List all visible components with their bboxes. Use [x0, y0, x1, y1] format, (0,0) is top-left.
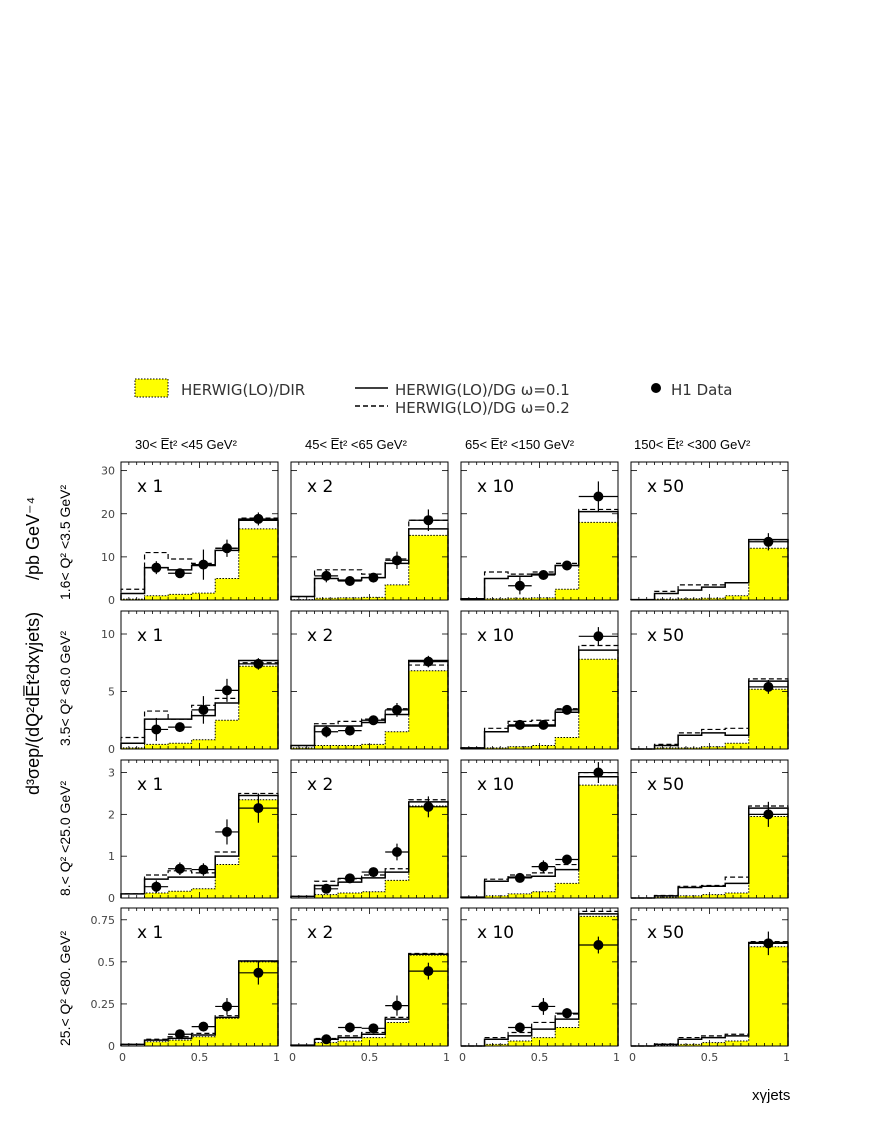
panel-r0-c1	[291, 462, 448, 600]
x-tick-label: 0	[289, 1051, 296, 1064]
data-point	[593, 940, 603, 950]
legend-dir-swatch	[135, 379, 168, 397]
x-tick-label: 0.5	[530, 1051, 549, 1064]
data-point	[345, 873, 355, 883]
x-tick-label: 1	[443, 1051, 450, 1064]
data-point	[253, 803, 263, 813]
dir-fill	[631, 689, 788, 749]
y-tick-label: 0.5	[97, 955, 115, 969]
y-tick-label: 10	[101, 550, 115, 564]
row-labels	[57, 484, 73, 1046]
panel-r3-c2	[459, 908, 620, 1064]
y-axis-title	[23, 497, 43, 795]
x-tick-label: 1	[273, 1051, 280, 1064]
panel-r3-c1	[289, 908, 450, 1064]
data-point	[222, 827, 232, 837]
y-tick-label: 2	[108, 808, 115, 822]
data-point	[368, 573, 378, 583]
data-point	[423, 515, 433, 525]
data-point	[593, 631, 603, 641]
data-point	[763, 682, 773, 692]
x-axis-title: xγjets	[752, 1087, 791, 1104]
x-tick-label: 0	[119, 1051, 126, 1064]
y-tick-label: 0.25	[90, 997, 115, 1011]
data-point	[515, 873, 525, 883]
multiplier-label: x 50	[647, 626, 685, 646]
data-point	[198, 1022, 208, 1032]
multiplier-label: x 10	[477, 477, 515, 497]
y-tick-label: 20	[101, 507, 115, 521]
multiplier-label: x 50	[647, 477, 685, 497]
panel-r1-c0	[101, 611, 278, 756]
panel-r3-c0	[91, 908, 281, 1064]
data-point	[198, 560, 208, 570]
data-point	[345, 1022, 355, 1032]
multiplier-label: x 2	[307, 923, 334, 943]
col-title-0: 30< E̅t² <45 GeV²	[135, 437, 237, 452]
multiplier-label: x 50	[647, 775, 685, 795]
multiplier-label: x 10	[477, 923, 515, 943]
data-point	[175, 568, 185, 578]
panel-r1-c1	[291, 611, 448, 749]
multiplier-label: x 50	[647, 923, 685, 943]
data-point	[562, 561, 572, 571]
data-point	[198, 705, 208, 715]
panel-r3-c3	[629, 908, 790, 1064]
data-point	[253, 514, 263, 524]
data-point	[368, 867, 378, 877]
y-tick-label: 0	[108, 1040, 115, 1053]
panel-r1-c3	[631, 611, 788, 749]
col-title-1: 45< E̅t² <65 GeV²	[305, 437, 407, 452]
row-label-2: 8.< Q² <25.0 GeV²	[57, 780, 73, 896]
col-title-3: 150< E̅t² <300 GeV²	[634, 437, 751, 452]
data-point	[222, 543, 232, 553]
multiplier-label: x 1	[137, 626, 164, 646]
panel-r0-c0	[101, 462, 278, 607]
x-tick-label: 1	[783, 1051, 790, 1064]
dir-fill	[631, 548, 788, 600]
y-tick-label: 10	[101, 628, 115, 641]
data-point	[151, 563, 161, 573]
multiplier-label: x 1	[137, 923, 164, 943]
data-point	[151, 724, 161, 734]
y-tick-label: 0	[108, 892, 115, 905]
multiplier-label: x 1	[137, 477, 164, 497]
data-point	[763, 938, 773, 948]
data-point	[392, 705, 402, 715]
x-tick-label: 0	[629, 1051, 636, 1064]
data-point	[538, 862, 548, 872]
panel-r2-c0	[108, 760, 278, 905]
legend-data-marker	[651, 383, 661, 393]
data-point	[515, 720, 525, 730]
legend-dg02-label: HERWIG(LO)/DG ω=0.2	[395, 399, 570, 417]
row-label-1: 3.5< Q² <8.0 GeV²	[57, 630, 73, 746]
data-point	[222, 1001, 232, 1011]
data-point	[538, 720, 548, 730]
panel-r2-c2	[461, 760, 618, 898]
legend-dir-label: HERWIG(LO)/DIR	[181, 381, 306, 399]
y-tick-label: 5	[108, 685, 115, 699]
data-point	[562, 855, 572, 865]
data-point	[763, 809, 773, 819]
multiplier-label: x 2	[307, 626, 334, 646]
y-tick-label: 0.75	[90, 913, 115, 927]
data-point	[321, 1034, 331, 1044]
multiplier-label: x 2	[307, 477, 334, 497]
data-point	[175, 1029, 185, 1039]
data-point	[423, 802, 433, 812]
data-point	[392, 555, 402, 565]
x-tick-label: 0.5	[360, 1051, 379, 1064]
dir-fill	[291, 806, 448, 898]
x-tick-label: 1	[613, 1051, 620, 1064]
multiplier-label: x 1	[137, 775, 164, 795]
data-point	[593, 492, 603, 502]
col-title-2: 65< E̅t² <150 GeV²	[465, 437, 575, 452]
data-point	[198, 865, 208, 875]
data-point	[222, 685, 232, 695]
data-point	[345, 726, 355, 736]
y-tick-label: 1	[108, 850, 115, 864]
data-point	[562, 1008, 572, 1018]
panel-r2-c1	[291, 760, 448, 898]
data-point	[253, 968, 263, 978]
data-point	[763, 537, 773, 547]
multiplier-label: x 2	[307, 775, 334, 795]
dir-fill	[631, 947, 788, 1046]
data-point	[321, 571, 331, 581]
data-point	[321, 727, 331, 737]
row-label-0: 1.6< Q² <3.5 GeV²	[57, 484, 73, 600]
panel-r1-c2	[461, 611, 618, 749]
data-point	[515, 581, 525, 591]
data-point	[253, 659, 263, 669]
data-point	[538, 1001, 548, 1011]
y-tick-label: 0	[108, 594, 115, 607]
y-tick-label: 0	[108, 743, 115, 756]
data-point	[151, 882, 161, 892]
panels	[91, 462, 791, 1064]
data-point	[515, 1022, 525, 1032]
data-point	[175, 864, 185, 874]
y-tick-label: 30	[101, 464, 115, 478]
data-point	[175, 722, 185, 732]
x-tick-label: 0.5	[700, 1051, 719, 1064]
column-titles	[135, 437, 751, 452]
data-point	[345, 576, 355, 586]
data-point	[392, 847, 402, 857]
data-point	[392, 1001, 402, 1011]
data-point	[562, 705, 572, 715]
multiplier-label: x 10	[477, 626, 515, 646]
y-axis-units: /pb GeV⁻⁴	[23, 496, 43, 580]
x-tick-label: 0.5	[190, 1051, 209, 1064]
multiplier-label: x 10	[477, 775, 515, 795]
legend-data-label: H1 Data	[671, 381, 733, 399]
y-tick-label: 3	[108, 766, 115, 780]
data-point	[423, 966, 433, 976]
panel-r0-c3	[631, 462, 788, 600]
panel-r2-c3	[631, 760, 788, 898]
data-point	[368, 1023, 378, 1033]
legend	[135, 379, 732, 417]
data-point	[593, 768, 603, 778]
panel-r0-c2	[461, 462, 618, 600]
y-axis-main: d³σep/(dQ²dE̅t²dxγjets)	[23, 611, 43, 795]
legend-dg01-label: HERWIG(LO)/DG ω=0.1	[395, 381, 570, 399]
data-point	[423, 657, 433, 667]
row-label-3: 25.< Q² <80. GeV²	[57, 930, 73, 1046]
data-point	[538, 570, 548, 580]
data-point	[321, 884, 331, 894]
x-tick-label: 0	[459, 1051, 466, 1064]
data-point	[368, 715, 378, 725]
